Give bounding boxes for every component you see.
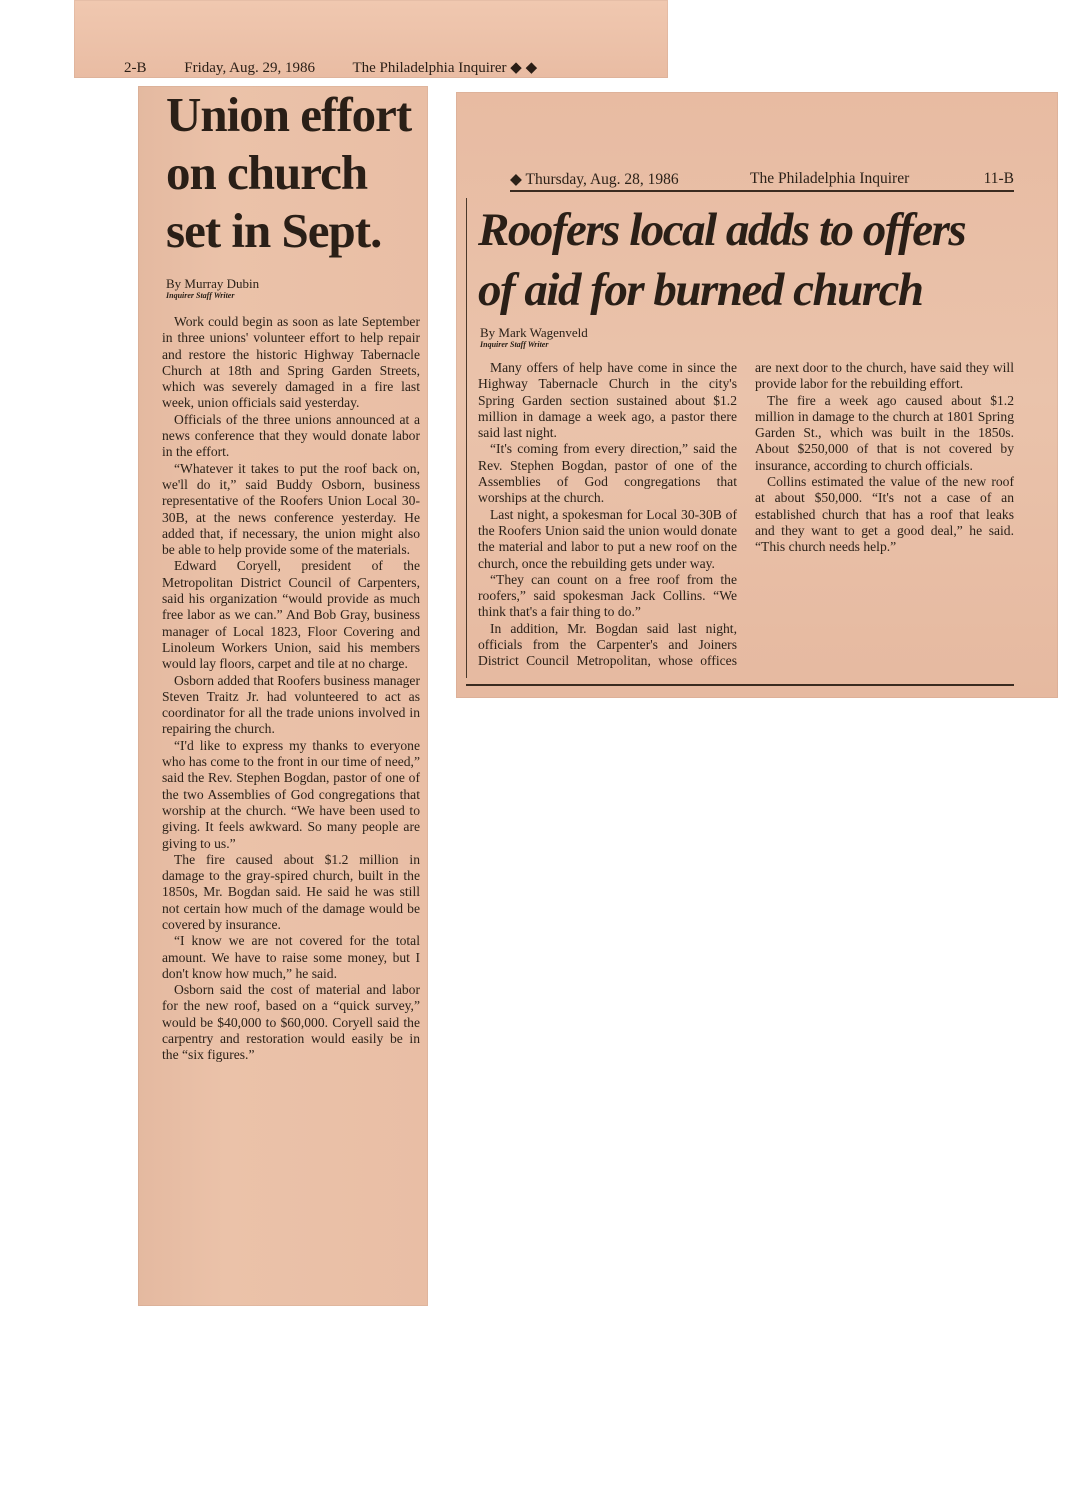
paragraph: “Whatever it takes to put the roof back on, we'll do it,” said Buddy Osborn, business representative of the Roofers Union Local 30-30B, at the news conference yesterday. He added that, if necessary, the union might also be able to help provide some of the materials. <box>162 460 420 558</box>
paragraph: Work could begin as soon as late September in three unions' volunteer effort to help repair and restore the historic Highway Tabernacle Church at 18th and Spring Garden Streets, which was severely damaged in a fire last week, union officials said yesterday. <box>162 314 420 411</box>
right-byline <box>480 325 588 349</box>
paragraph: Osborn added that Roofers business manager Steven Traitz Jr. had volunteered to act as coordinator for all the trade unions involved in repairing the church. <box>162 672 420 737</box>
right-dateline-date: ◆ Thursday, Aug. 28, 1986 <box>510 171 679 188</box>
paragraph: Many offers of help have come in since the Highway Tabernacle Church in the city's Spring Garden section sustained about $1.2 million in damage a week ago, a pastor there said last night. <box>478 360 737 441</box>
left-headline <box>166 86 428 260</box>
left-byline <box>166 276 259 300</box>
column-rule <box>466 198 467 678</box>
paragraph: The fire a week ago caused about $1.2 million in damage to the church at 1801 Spring Garden St., which was built in the 1850s. About $250,000 of that is not covered by insurance, according to church officials. <box>755 392 1014 473</box>
left-headline-line: Union effort <box>166 87 412 142</box>
header-strip-clipping <box>74 0 668 78</box>
paragraph: “I know we are not covered for the total amount. We have to raise some money, but I don't know how much,” he said. <box>162 933 420 981</box>
paragraph: Last night, a spokesman for Local 30-30B of the Roofers Union said the union would donate the material and labor to put a new roof on the church, once the rebuilding gets under way. <box>478 506 737 571</box>
bottom-rule <box>466 684 1014 686</box>
right-author-title: Inquirer Staff Writer <box>480 340 549 349</box>
paragraph: Collins estimated the value of the new roof at about $50,000. “It's not a case of an established church that has a roof that leaks and they want to get a good deal,” he said. “This church needs help.” <box>755 474 1014 555</box>
paragraph: “It's coming from every direction,” said the Rev. Stephen Bogdan, pastor of one of the Assemblies of God congregations that worships at the church. <box>478 441 737 506</box>
paragraph: Osborn said the cost of material and labor for the new roof, based on a “quick survey,” would be $40,000 to $60,000. Coryell said the carpentry and restoration would easily be in the “six figures.” <box>162 982 420 1063</box>
paragraph: The fire caused about $1.2 million in damage to the gray-spired church, built in the 1850s, Mr. Bogdan said. He said he was still not certain how much of the damage would be covered by insurance. <box>162 851 420 932</box>
right-author: By Mark Wagenveld <box>480 325 588 340</box>
right-dateline-page: 11-B <box>983 170 1014 187</box>
right-headline <box>478 200 1048 320</box>
left-article-body <box>162 314 420 1064</box>
strip-date: Friday, Aug. 29, 1986 <box>184 60 315 76</box>
paragraph: Edward Coryell, president of the Metropolitan District Council of Carpenters, said his organization “would provide as much free labor as we can.” And Bob Gray, business manager of Local 1823, Floor Covering and Linoleum Workers Union, said his members would lay floors, carpet and tile at no charge. <box>162 558 420 672</box>
right-article-body <box>478 360 1014 680</box>
left-article-clipping <box>138 86 428 1306</box>
right-headline-line: Roofers local adds to offers <box>478 204 966 256</box>
left-headline-line: on church <box>166 145 368 200</box>
left-headline-line: set in Sept. <box>166 203 382 258</box>
right-dateline-publication: The Philadelphia Inquirer <box>750 170 910 187</box>
header-strip-dateline <box>124 58 571 77</box>
strip-publication: The Philadelphia Inquirer ◆ ◆ <box>352 60 538 76</box>
right-dateline <box>510 170 1014 192</box>
paragraph: In addition, Mr. Bogdan said last night, officials from the Carpenter's and Joiners District Council Metropolitan, whose offices are next door to the church, have said they will provide labor for the rebuilding effort. <box>478 360 1014 669</box>
left-author-title: Inquirer Staff Writer <box>166 291 235 300</box>
right-headline-line: of aid for burned church <box>478 264 923 316</box>
right-article-clipping <box>456 92 1058 698</box>
paragraph: “They can count on a free roof from the roofers,” said spokesman Jack Collins. “We think that's a fair thing to do.” <box>478 571 737 620</box>
strip-page-number: 2-B <box>124 60 147 76</box>
paragraph: “I'd like to express my thanks to everyone who has come to the front in our time of need,” said the Rev. Stephen Bogdan, pastor of one of the two Assemblies of God congregations that worship at the church. “We have been used to giving. It feels awkward. So many people are giving to us.” <box>162 737 420 851</box>
left-author: By Murray Dubin <box>166 276 260 291</box>
paragraph: Officials of the three unions announced at a news conference that they would donate labor in the effort. <box>162 411 420 460</box>
